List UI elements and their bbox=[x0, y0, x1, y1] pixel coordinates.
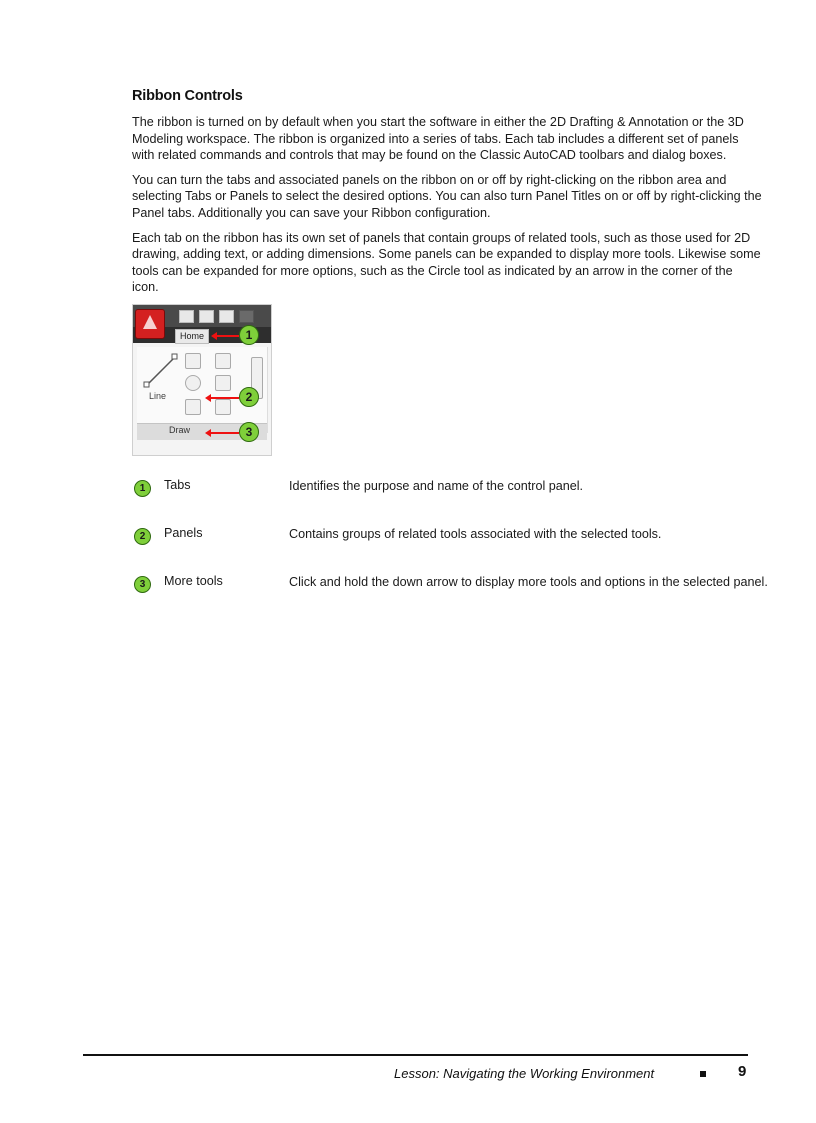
open-file-icon bbox=[199, 310, 214, 323]
arc-tool-icon bbox=[215, 353, 231, 369]
legend-description: Click and hold the down arrow to display more tools and options in the selected panel. bbox=[289, 574, 768, 589]
callout-number-3: 3 bbox=[239, 422, 259, 442]
callout-legend bbox=[132, 477, 768, 622]
undo-icon bbox=[239, 310, 254, 323]
callout-number-1: 1 bbox=[239, 325, 259, 345]
legend-term: More tools bbox=[164, 573, 223, 588]
legend-row-panels bbox=[132, 526, 762, 574]
callout-number-icon: 1 bbox=[134, 480, 151, 497]
legend-description: Identifies the purpose and name of the control panel. bbox=[289, 478, 584, 493]
line-tool-icon bbox=[143, 353, 179, 389]
callout-arrow-3 bbox=[209, 432, 239, 434]
legend-term: Tabs bbox=[164, 477, 191, 492]
ribbon-screenshot bbox=[132, 304, 272, 456]
page-number: 9 bbox=[738, 1063, 747, 1080]
home-tab: Home bbox=[175, 329, 209, 344]
footer-bullet-icon bbox=[700, 1071, 706, 1077]
legend-row-tabs bbox=[132, 478, 762, 526]
rectangle-tool-icon bbox=[215, 375, 231, 391]
paragraph-panels: Each tab on the ribbon has its own set of panels that contain groups of related tools, such as those used for 2D drawing, adding text, or adding dimensions. Some panels can be expanded to display more tools. Likewise some tools can be expanded for more options, such as the Circle tool as indicated by an arrow in the corner of the icon. bbox=[132, 230, 761, 295]
legend-description: Contains groups of related tools associated with the selected tools. bbox=[289, 526, 662, 541]
legend-row-more-tools bbox=[132, 573, 768, 622]
callout-arrow-1 bbox=[215, 335, 239, 337]
paragraph-intro: The ribbon is turned on by default when you start the software in either the 2D Drafting & Annotation or the 3D Modeling workspace. The ribbon is organized into a series of tabs. Each tab includes a different set of panels with related commands and controls that may be found on the Classic AutoCAD toolbars and dialog boxes. bbox=[132, 115, 744, 163]
callout-number-2: 2 bbox=[239, 387, 259, 407]
circle-tool-icon bbox=[185, 375, 201, 391]
ellipse-tool-icon bbox=[185, 399, 201, 415]
callout-arrow-2 bbox=[209, 397, 239, 399]
section-title: Ribbon Controls bbox=[132, 88, 243, 104]
footer-divider bbox=[83, 1054, 748, 1056]
line-tool-label: Line bbox=[149, 390, 167, 401]
draw-panel-label: Draw bbox=[169, 424, 191, 435]
legend-term: Panels bbox=[164, 525, 203, 540]
callout-number-icon: 2 bbox=[134, 528, 151, 545]
polyline-tool-icon bbox=[185, 353, 201, 369]
new-file-icon bbox=[179, 310, 194, 323]
callout-number-icon: 3 bbox=[134, 576, 151, 593]
application-logo-icon bbox=[135, 309, 165, 339]
page-content bbox=[132, 88, 768, 622]
save-icon bbox=[219, 310, 234, 323]
paragraph-toggle: You can turn the tabs and associated panels on the ribbon on or off by right-clicking on the ribbon area and selecting Tabs or Panels to select the desired options. You can also turn Panel Titles on or off by right-clicking the Panel tabs. Additionally you can save your Ribbon configuration. bbox=[132, 172, 762, 220]
footer-lesson-title: Lesson: Navigating the Working Environment bbox=[394, 1066, 655, 1081]
hatch-tool-icon bbox=[215, 399, 231, 415]
